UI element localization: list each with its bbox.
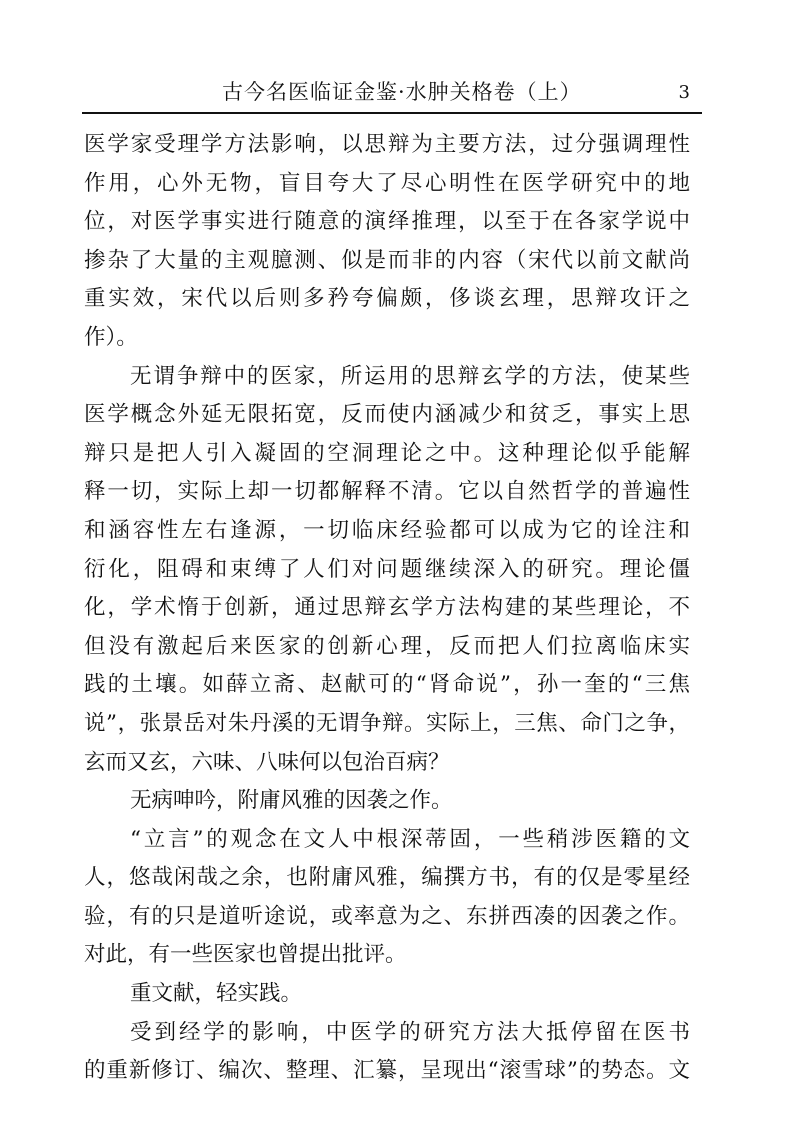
text-line: 医学概念外延无限拓宽，反而使内涵减少和贫乏，事实上思 [84,402,690,428]
text-line: 和涵容性左右逢源，一切临床经验都可以成为它的诠注和 [84,517,690,543]
text-line: 对此，有一些医家也曾提出批评。 [84,942,407,968]
text-line: “立言”的观念在文人中根深蒂固，一些稍涉医籍的文 [130,826,690,852]
page-number: 3 [678,82,690,103]
book-title: 古今名医临证金鉴·水肿关格卷（上） [222,80,582,104]
text-line: 受到经学的影响，中医学的研究方法大抵停留在医书 [130,1019,690,1045]
header-rule [82,112,702,114]
text-line: 作）。 [84,324,138,350]
text-line: 说”，张景岳对朱丹溪的无谓争辩。实际上，三焦、命门之争， [84,710,690,736]
text-line: 掺杂了大量的主观臆测、似是而非的内容（宋代以前文献尚 [84,247,690,273]
text-line: 辩只是把人引入凝固的空洞理论之中。这种理论似乎能解 [84,440,690,466]
section-heading: 重文献，轻实践。 [130,981,303,1007]
running-header [82,78,702,108]
text-line: 释一切，实际上却一切都解释不清。它以自然哲学的普遍性 [84,479,690,505]
text-line: 践的土壤。如薛立斋、赵献可的“肾命说”，孙一奎的“三焦 [84,672,690,698]
text-line: 衍化，阻碍和束缚了人们对问题继续深入的研究。理论僵 [84,556,690,582]
text-line: 人，悠哉闲哉之余，也附庸风雅，编撰方书，有的仅是零星经 [84,865,690,891]
text-line: 重实效，宋代以后则多矜夸偏颇，侈谈玄理，思辩攻讦之 [84,286,690,312]
text-line: 的重新修订、编次、整理、汇纂，呈现出“滚雪球”的势态。文 [84,1058,690,1084]
text-line: 无谓争辩中的医家，所运用的思辩玄学的方法，使某些 [130,363,690,389]
text-line: 位，对医学事实进行随意的演绎推理，以至于在各家学说中 [84,209,690,235]
text-line: 验，有的只是道听途说，或率意为之、东拼西凑的因袭之作。 [84,903,690,929]
text-line: 化，学术惰于创新，通过思辩玄学方法构建的某些理论，不 [84,595,690,621]
text-line: 作用，心外无物，盲目夸大了尽心明性在医学研究中的地 [84,170,690,196]
text-line: 玄而又玄，六味、八味何以包治百病？ [84,749,450,775]
section-heading: 无病呻吟，附庸风雅的因袭之作。 [130,788,453,814]
text-line: 但没有激起后来医家的创新心理，反而把人们拉离临床实 [84,633,690,659]
text-line: 医学家受理学方法影响，以思辩为主要方法，过分强调理性 [84,132,690,157]
body-text [84,126,690,1091]
